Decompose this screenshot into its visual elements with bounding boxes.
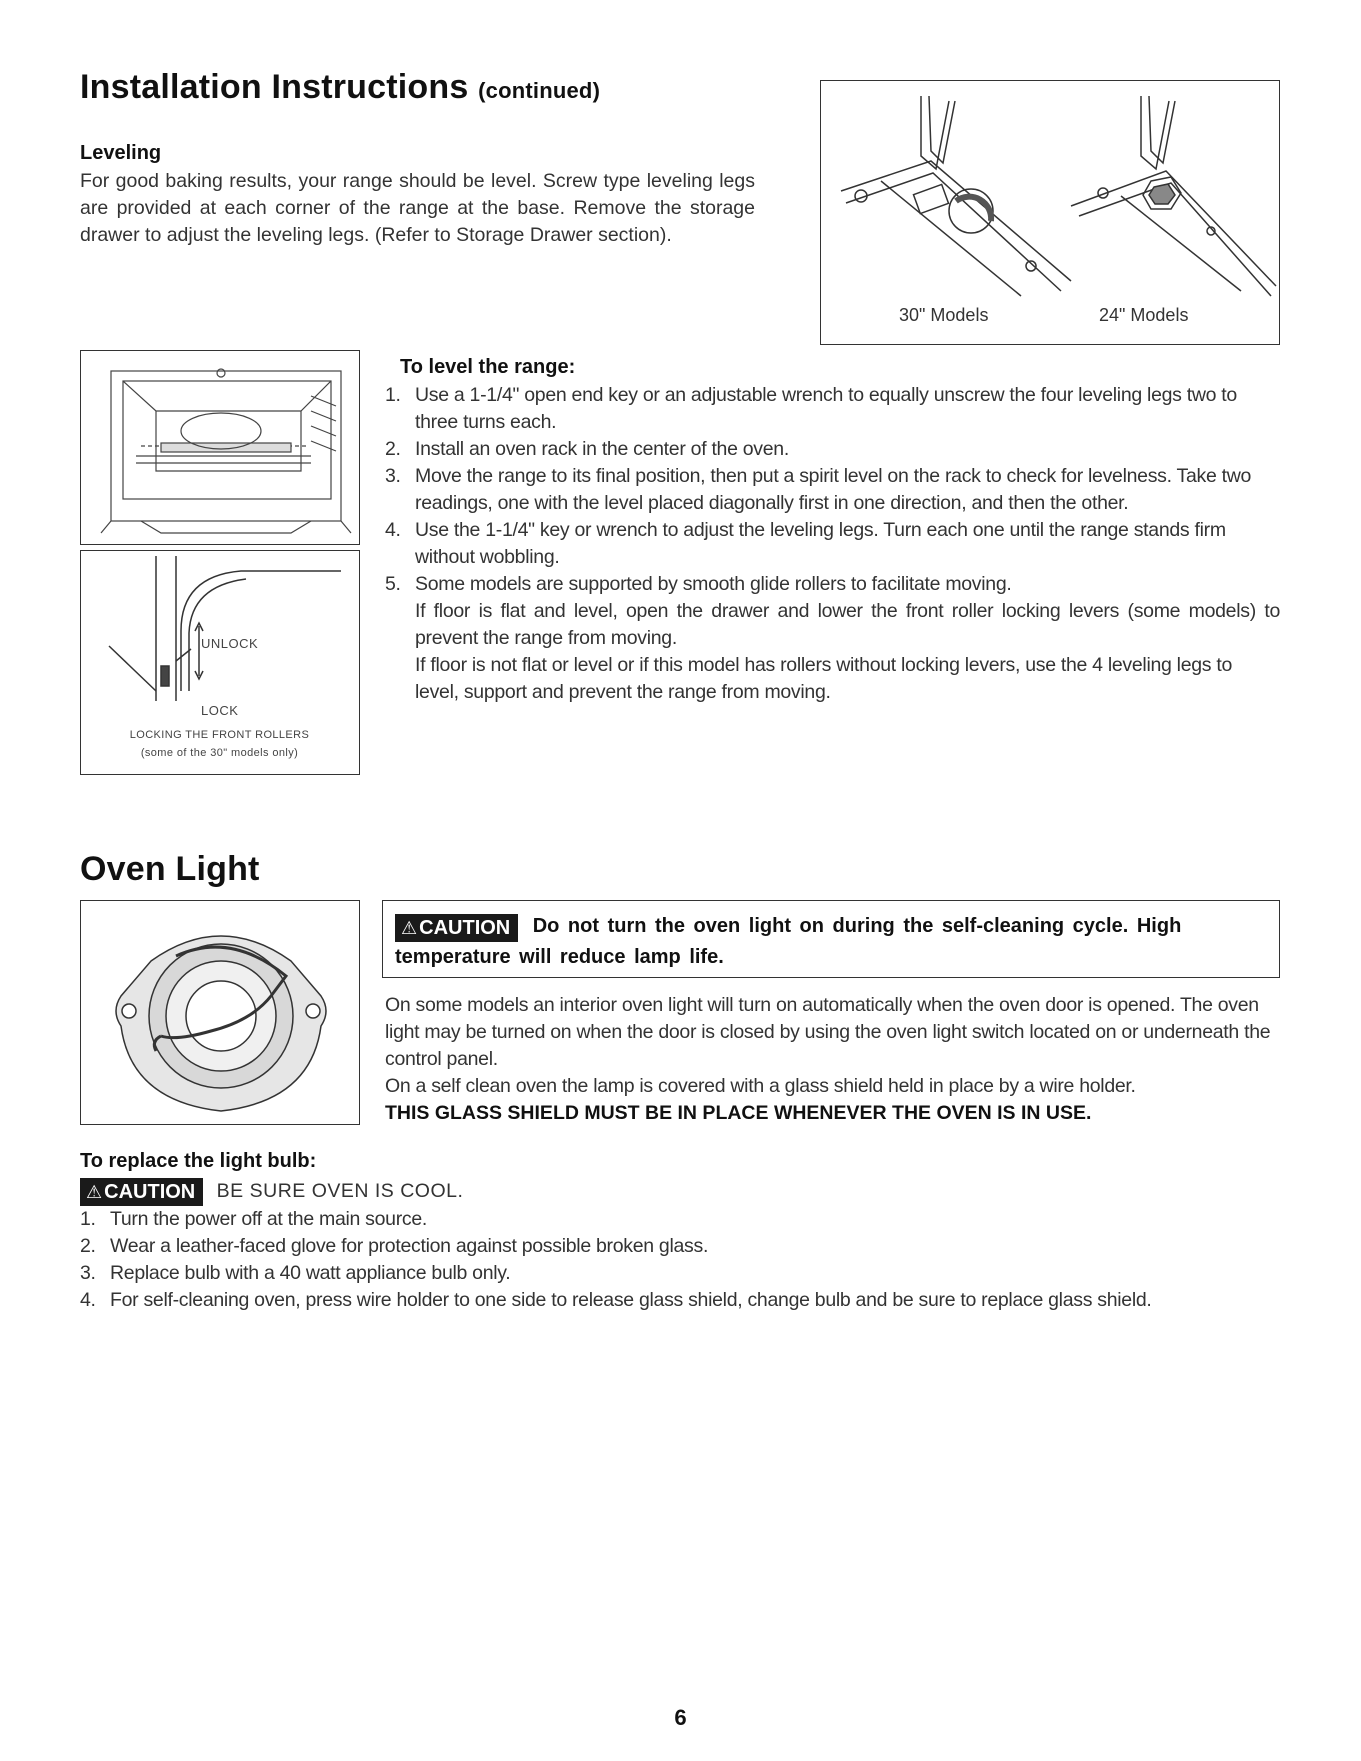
locking-rollers-illustration [81, 551, 358, 701]
oven-light-heading: Oven Light [80, 850, 260, 888]
level-step: 1. Use a 1-1/4" open end key or an adjustable wrench to equally unscrew the four leveling legs two to three turns each. [385, 384, 1237, 433]
oven-light-para1: On some models an interior oven light will turn on automatically when the oven door is opened. The oven light may be turned on when the door is closed by using the oven light switch located on or underneath the control panel. [385, 994, 1271, 1070]
page-title [80, 68, 600, 107]
warning-triangle-icon: ⚠ [401, 917, 418, 938]
leveling-heading: Leveling [80, 142, 162, 164]
replace-caution-badge: ⚠ CAUTION [80, 1178, 203, 1206]
step5-extra-flat: If floor is flat and level, open the drawer and lower the front roller locking levers (some models) to prevent the range from moving. [415, 600, 1280, 649]
replace-bulb-heading: To replace the light bulb: [80, 1150, 317, 1172]
caution-text: Do not turn the oven light on during the self-cleaning cycle. High temperature will reduce lamp life. [395, 915, 1182, 968]
glass-shield-warning: THIS GLASS SHIELD MUST BE IN PLACE WHENEVER THE OVEN IS IN USE. [385, 1102, 1092, 1124]
rollers-subcaption: (some of the 30" models only) [140, 747, 299, 759]
unlock-label: UNLOCK [201, 636, 259, 651]
level-step: 2. Install an oven rack in the center of the oven. [385, 438, 789, 460]
leveling-legs-illustration [821, 81, 1278, 306]
level-procedure-heading: To level the range: [400, 356, 576, 378]
level-step: 5. Some models are supported by smooth glide rollers to facilitate moving. If floor is flat and level, open the drawer and lower the front roller locking levers (some models) to prevent the range from moving. If floor is not flat or level or if this model has rollers without locking levers, use the 4 leveling legs to level, support and prevent the range from moving. [385, 571, 1280, 706]
replace-step: 1. Turn the power off at the main source. [80, 1208, 428, 1230]
leveling-legs-figure [820, 80, 1280, 345]
locking-rollers-figure [80, 550, 360, 775]
replace-caution-text: BE SURE OVEN IS COOL. [216, 1180, 464, 1203]
level-steps-list [385, 382, 1280, 706]
oven-rack-illustration [81, 351, 358, 543]
rollers-caption: LOCKING THE FRONT ROLLERS [129, 729, 310, 741]
oven-lamp-figure [80, 900, 360, 1125]
page-title-suffix: (continued) [478, 78, 601, 103]
oven-light-para2: On a self clean oven the lamp is covered with a glass shield held in place by a wire holder. [385, 1075, 1136, 1097]
replace-step: 4. For self-cleaning oven, press wire holder to one side to release glass shield, change bulb and be sure to replace glass shield. [80, 1289, 1152, 1311]
level-step: 4. Use the 1-1/4" key or wrench to adjust the leveling legs. Turn each one until the range stands firm without wobbling. [385, 519, 1226, 568]
lock-label: LOCK [201, 703, 239, 718]
replace-steps-list [80, 1206, 1280, 1314]
page-title-text: Installation Instructions [80, 68, 469, 106]
figure-label-24in: 24" Models [1099, 305, 1189, 325]
oven-lamp-illustration [81, 901, 358, 1123]
figure-label-30in: 30" Models [899, 305, 989, 325]
replace-step: 3. Replace bulb with a 40 watt appliance bulb only. [80, 1262, 511, 1284]
level-step: 3. Move the range to its final position, then put a spirit level on the rack to check for levelness. Take two readings, one with the level placed diagonally first in one direction, and then the other. [385, 465, 1252, 514]
oven-rack-level-figure [80, 350, 360, 545]
step5-extra-not-flat: If floor is not flat or level or if this model has rollers without locking levers, use the 4 leveling legs to level, support and prevent the range from moving. [415, 654, 1233, 703]
warning-triangle-icon: ⚠ [86, 1182, 103, 1202]
oven-light-caution-box [382, 900, 1280, 978]
page-number: 6 [674, 1705, 687, 1730]
replace-caution-line [80, 1178, 463, 1206]
caution-badge: ⚠ CAUTION [395, 914, 518, 942]
leveling-intro: For good baking results, your range should be level. Screw type leveling legs are provided at each corner of the range at the base. Remove the storage drawer to adjust the leveling legs. (Refer to Storage Drawer section). [80, 170, 755, 246]
replace-step: 2. Wear a leather-faced glove for protection against possible broken glass. [80, 1235, 709, 1257]
